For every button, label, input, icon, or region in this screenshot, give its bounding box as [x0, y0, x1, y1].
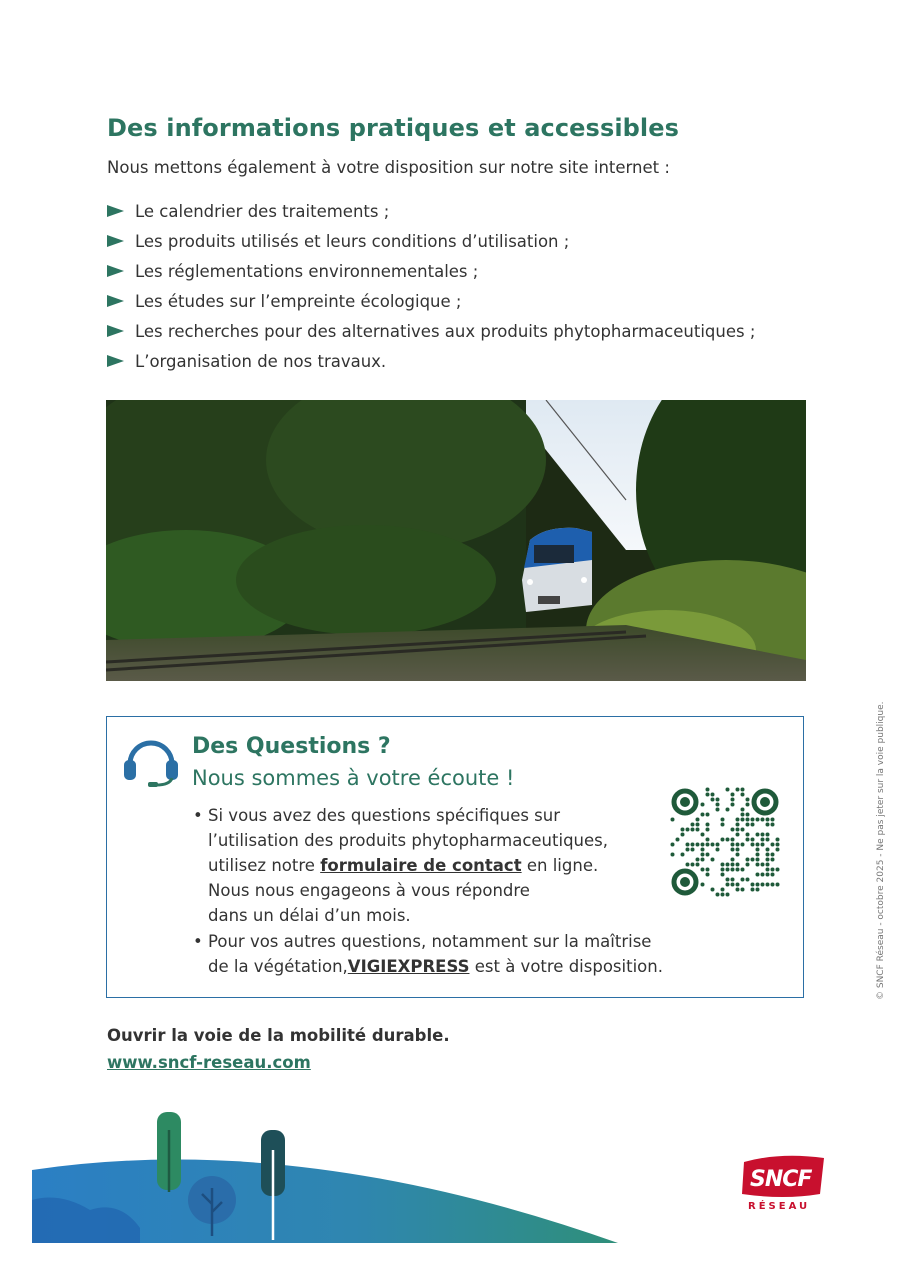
- contact-bullet-form: • Si vous avez des questions spécifiques sur l’utilisation des produits phytopharmaceutiques, utilisez notre formulaire de contact en ligne. Nous nous engageons à vous répondre dans un délai d’un mois.: [193, 803, 608, 928]
- intro-text: Nous mettons également à votre disposition sur notre site internet :: [107, 158, 670, 177]
- triangle-arrow-icon: [107, 235, 124, 247]
- contact-form-link[interactable]: formulaire de contact: [320, 856, 522, 875]
- list-item: Le calendrier des traitements ;: [107, 196, 755, 226]
- sncf-logo: [740, 1152, 826, 1200]
- website-link[interactable]: www.sncf-reseau.com: [107, 1053, 311, 1072]
- questions-subtitle: Nous sommes à votre écoute !: [192, 766, 515, 790]
- list-item: Les recherches pour des alternatives aux produits phytopharmaceutiques ;: [107, 316, 755, 346]
- list-item: Les études sur l’empreinte écologique ;: [107, 286, 755, 316]
- slogan: Ouvrir la voie de la mobilité durable.: [107, 1026, 450, 1045]
- questions-title: Des Questions ?: [192, 734, 391, 759]
- triangle-arrow-icon: [107, 325, 124, 337]
- bullet-dot-icon: •: [193, 932, 203, 951]
- train-forest-image: [106, 400, 806, 681]
- info-list: [107, 196, 755, 376]
- contact-bullet-vigiexpress: • Pour vos autres questions, notamment sur la maîtrise de la végétation,VIGIEXPRESS est à votre disposition.: [193, 929, 663, 979]
- triangle-arrow-icon: [107, 355, 124, 367]
- list-item: L’organisation de nos travaux.: [107, 346, 755, 376]
- headset-icon: [122, 732, 180, 790]
- list-item: Les produits utilisés et leurs conditions d’utilisation ;: [107, 226, 755, 256]
- sncf-logo-subtitle: RÉSEAU: [748, 1201, 811, 1212]
- page-title: Des informations pratiques et accessibles: [107, 114, 680, 142]
- triangle-arrow-icon: [107, 265, 124, 277]
- triangle-arrow-icon: [107, 295, 124, 307]
- bullet-dot-icon: •: [193, 806, 203, 825]
- contact-box: [106, 716, 804, 998]
- qr-code-icon[interactable]: [670, 787, 780, 897]
- train-photo: [106, 400, 806, 681]
- vigiexpress-link[interactable]: VIGIEXPRESS: [347, 957, 470, 976]
- svg-text:SNCF: SNCF: [750, 1167, 812, 1192]
- list-item: Les réglementations environnementales ;: [107, 256, 755, 286]
- triangle-arrow-icon: [107, 205, 124, 217]
- copyright-note: © SNCF Réseau - octobre 2025 - Ne pas jeter sur la voie publique.: [876, 701, 886, 1000]
- landscape-illustration: [0, 1100, 640, 1250]
